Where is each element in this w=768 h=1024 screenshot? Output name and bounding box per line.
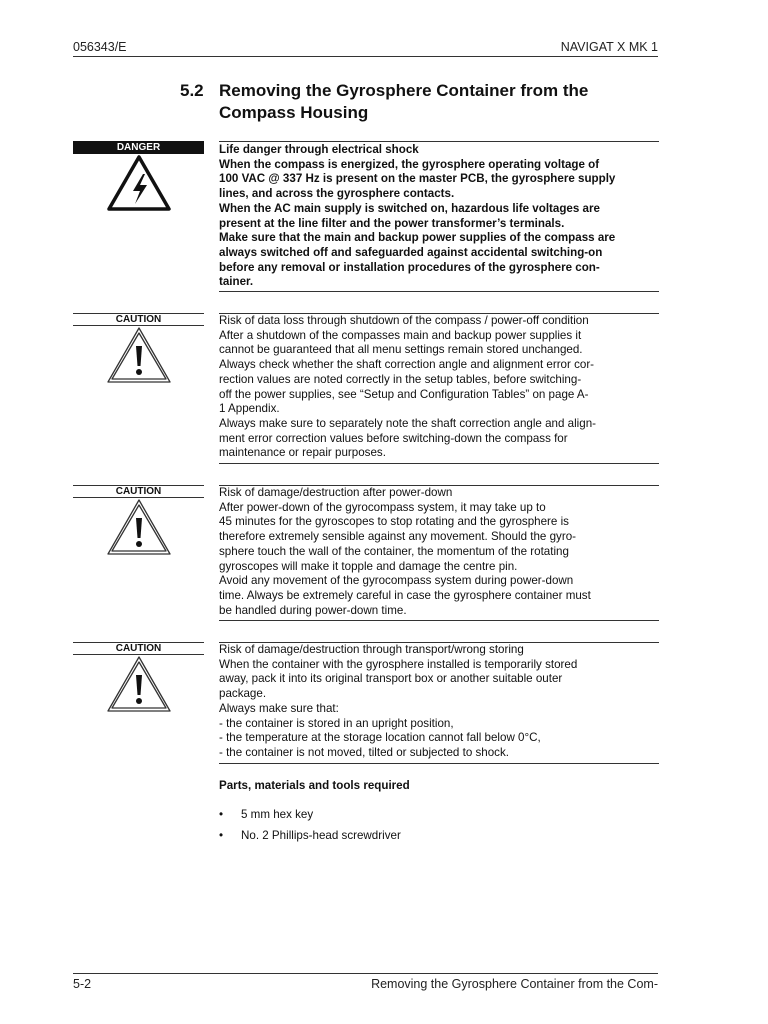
caution-line: Risk of damage/destruction after power-down [219,486,453,499]
page-number: 5-2 [73,977,92,991]
caution-bottom-rule [219,763,659,764]
caution-line: rection values are noted correctly in the setup tables, before switching- [219,372,582,386]
danger-line: before any removal or installation procedures of the gyrosphere con- [219,260,600,274]
header-rule [73,56,658,57]
bullet-symbol: • [219,829,224,842]
caution-line: off the power supplies, see “Setup and Configuration Tables” on page A- [219,387,589,401]
danger-line: When the compass is energized, the gyrosphere operating voltage of [219,157,600,171]
caution-line: 1 Appendix. [219,402,280,416]
section-number: 5.2 [180,81,204,100]
caution-line: 45 minutes for the gyroscopes to stop rotating and the gyrosphere is [219,515,569,529]
footer-rule [73,973,658,974]
danger-heading: Life danger through electrical shock [219,143,419,156]
danger-line: 100 VAC @ 337 Hz is present on the master PCB, the gyrosphere supply [219,172,616,186]
list-item-text: No. 2 Phillips-head screwdriver [241,829,401,842]
caution-line: away, pack it into its original transport box or another suitable outer [219,672,563,686]
caution-line: sphere touch the wall of the container, the momentum of the rotating [219,544,569,558]
danger-top-rule [219,141,659,142]
caution-line: Risk of data loss through shutdown of the compass / power-off condition [219,314,589,327]
caution-bottom-rule [219,463,659,464]
electric-shock-warning-icon [105,152,173,214]
caution-text [219,643,659,761]
danger-line: tainer. [219,275,254,289]
doc-number: 056343/E [73,40,127,54]
caution-label: CAUTION [73,313,204,326]
danger-line: present at the line filter and the power transformer’s terminals. [219,216,565,230]
exclamation-warning-icon [105,653,173,715]
danger-line: lines, and across the gyrosphere contacts. [219,187,455,201]
parts-heading: Parts, materials and tools required [219,779,410,792]
danger-line: When the AC main supply is switched on, hazardous life voltages are [219,201,600,215]
caution-line: - the container is not moved, tilted or subjected to shock. [219,745,509,759]
caution-text [219,314,659,461]
danger-line: Make sure that the main and backup power supplies of the compass are [219,231,616,245]
caution-line: maintenance or repair purposes. [219,446,386,460]
product-name: NAVIGAT X MK 1 [560,40,658,54]
danger-label: DANGER [73,141,204,154]
caution-label: CAUTION [73,642,204,655]
caution-line: be handled during power-down time. [219,603,407,617]
caution-line: Always check whether the shaft correction angle and alignment error cor- [219,358,595,372]
section-title-text: Removing the Gyrosphere Container from the Compass Housing [219,81,589,122]
caution-line: Risk of damage/destruction through transport/wrong storing [219,643,524,656]
caution-line: time. Always be extremely careful in case the gyrosphere container must [219,588,591,602]
caution-line: package. [219,687,267,701]
danger-bottom-rule [219,291,659,292]
caution-line: Always make sure that: [219,701,339,715]
exclamation-warning-icon [105,496,173,558]
danger-text [219,143,659,290]
danger-line: always switched off and safeguarded against accidental switching-on [219,245,603,259]
caution-bottom-rule [219,620,659,621]
bullet-symbol: • [219,808,224,821]
caution-line: Avoid any movement of the gyrocompass system during power-down [219,574,574,588]
caution-line: gyroscopes will make it topple and damage the centre pin. [219,559,518,573]
exclamation-warning-icon [105,324,173,386]
caution-line: After a shutdown of the compasses main and backup power supplies it [219,328,582,342]
caution-label: CAUTION [73,485,204,498]
caution-line: therefore extremely sensible against any movement. Should the gyro- [219,530,577,544]
caution-line: After power-down of the gyrocompass system, it may take up to [219,500,546,514]
caution-line: - the temperature at the storage location cannot fall below 0°C, [219,731,541,745]
caution-line: - the container is stored in an upright position, [219,716,454,730]
running-title: Removing the Gyrosphere Container from the Com- [371,977,658,991]
caution-line: ment error correction values before switching-down the compass for [219,431,568,445]
caution-line: cannot be guaranteed that all menu settings remain stored unchanged. [219,343,583,357]
caution-line: When the container with the gyrosphere installed is temporarily stored [219,657,578,671]
list-item-text: 5 mm hex key [241,808,314,821]
caution-line: Always make sure to separately note the shaft correction angle and align- [219,416,597,430]
caution-text [219,486,659,618]
